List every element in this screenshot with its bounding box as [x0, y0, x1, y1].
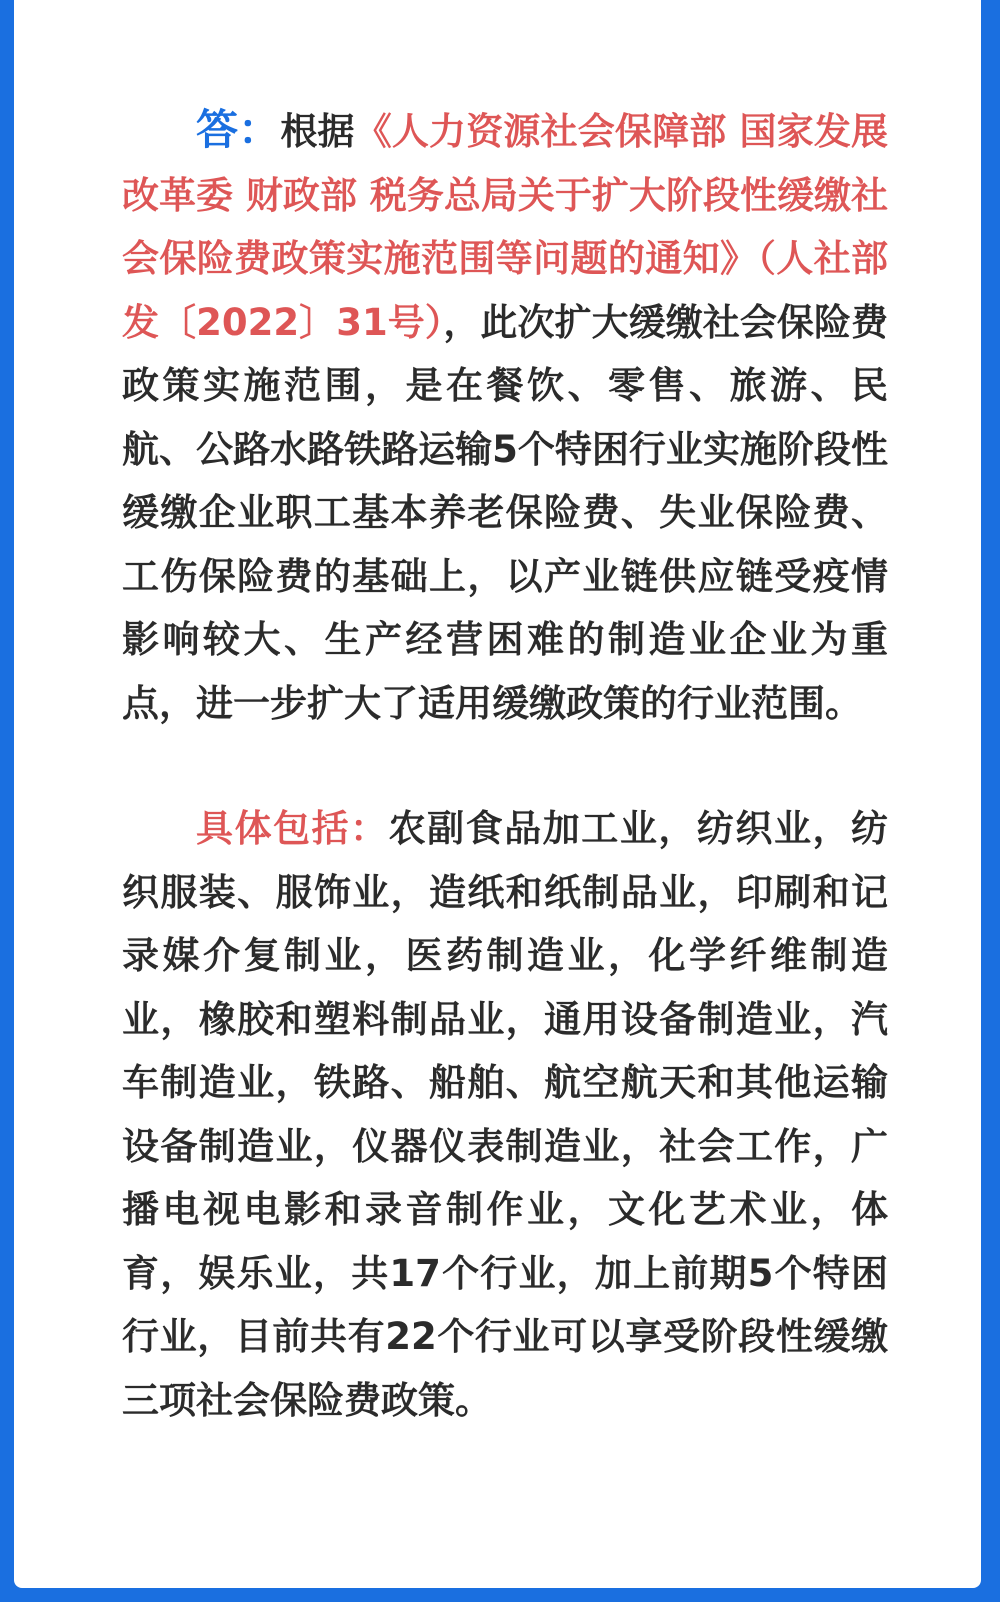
- details-body: 农副食品加工业，纺织业，纺织服装、服饰业，造纸和纸制品业，印刷和记录媒介复制业，医药制造业，化学纤维制造业，橡胶和塑料制品业，通用设备制造业，汽车制造业，铁路、船舶、航空航天和其他运输设备制造业，仪器仪表制造业，社会工作，广播电视电影和录音制作业，文化艺术业，体育，娱乐业，共17个行业，加上前期5个特困行业，目前共有22个行业可以享受阶段性缓缴三项社会保险费政策。: [122, 807, 889, 1422]
- doc-number: （人社部发〔2022〕31号）: [122, 237, 888, 344]
- answer-pre: 根据: [280, 110, 355, 153]
- details-paragraph: [122, 797, 888, 1432]
- notice-title: 《人力资源社会保障部 国家发展改革委 财政部 税务总局关于扩大阶段性缓缴社会保险费政策实施范围等问题的通知》: [122, 110, 888, 280]
- details-lead: 具体包括：: [196, 807, 389, 850]
- answer-body: ，此次扩大缓缴社会保险费政策实施范围，是在餐饮、零售、旅游、民航、公路水路铁路运输5个特困行业实施阶段性缓缴企业职工基本养老保险费、失业保险费、工伤保险费的基础上，以产业链供应链受疫情影响较大、生产经营困难的制造业企业为重点，进一步扩大了适用缓缴政策的行业范围。: [122, 300, 889, 725]
- article-body: [122, 98, 888, 1432]
- answer-lead: 答：: [196, 105, 281, 154]
- content-card: [14, 0, 981, 1588]
- answer-paragraph: [122, 98, 888, 735]
